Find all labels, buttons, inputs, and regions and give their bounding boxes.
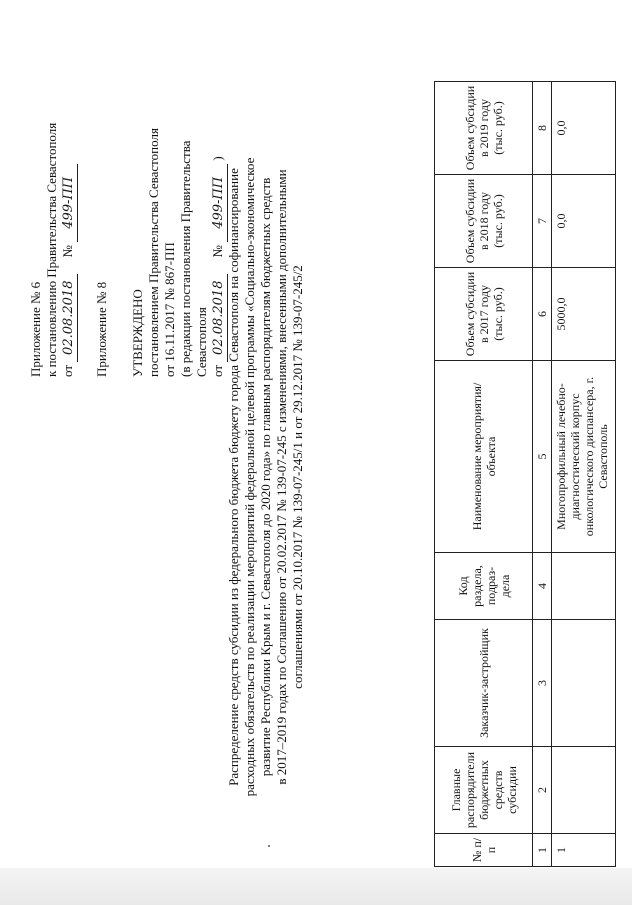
- handwritten-date: 02.08.2018: [211, 274, 228, 362]
- handwritten-date: 02.08.2018: [61, 274, 78, 362]
- title-line: соглашениями от 20.10.2017 № 139-07-245/1 и от 29.12.2017 № 139-07-245/2: [290, 265, 305, 689]
- from-label: от: [60, 364, 75, 377]
- appendix-8-block: [94, 282, 110, 377]
- closing-paren: ): [210, 156, 225, 161]
- column-number: 6: [533, 268, 552, 361]
- subsidy-table: [434, 81, 616, 867]
- title-line: Распределение средств субсидии из федерального бюджета бюджету города Севастополя на софинансирование: [226, 168, 241, 786]
- column-number: 1: [533, 834, 552, 867]
- title-line: расходных обязательств по реализации мероприятий федеральной целевой программы «Социально-экономическое: [242, 157, 257, 797]
- column-number: 8: [533, 82, 552, 175]
- header-cell: № п/п: [435, 834, 533, 867]
- document-title: [226, 117, 306, 837]
- table-cell: 0,0: [552, 82, 616, 175]
- handwritten-number: 499-ПП: [61, 164, 78, 242]
- header-cell: Объем субсидии в 2017 году (тыс. руб.): [435, 268, 533, 361]
- approved-block: [130, 128, 228, 377]
- table-header-row: [435, 82, 533, 867]
- header-cell: Объем субсидии в 2018 году (тыс. руб.): [435, 175, 533, 268]
- handwritten-number: 499-ПП: [211, 164, 228, 242]
- from-label: от: [210, 364, 225, 377]
- column-number: 5: [533, 361, 552, 553]
- title-line: в 2017–2019 годах по Соглашению от 20.02.2017 № 139-07-245 с изменениями, внесенными дополнительными: [274, 169, 289, 785]
- header-cell: Заказчик-застройщик: [435, 620, 533, 747]
- table-cell: [552, 553, 616, 620]
- approved-city: Севастополя: [194, 307, 209, 377]
- appendix-8-heading: Приложение № 8: [94, 281, 109, 377]
- table-cell: 1: [552, 834, 616, 867]
- table-cell: [552, 747, 616, 834]
- table-number-row: [533, 82, 552, 867]
- column-number: 7: [533, 175, 552, 268]
- column-number: 4: [533, 553, 552, 620]
- approved-heading: УТВЕРЖДЕНО: [130, 289, 145, 377]
- header-cell: Код раздела, подраз-дела: [435, 553, 533, 620]
- appendix-6-block: [28, 123, 78, 377]
- approved-by-decree: постановлением Правительства Севастополя: [146, 128, 161, 377]
- table-cell: 0,0: [552, 175, 616, 268]
- column-number: 3: [533, 620, 552, 747]
- table-row: [552, 82, 616, 867]
- header-cell: Главные распорядители бюджетных средств субсидии: [435, 747, 533, 834]
- column-number: 2: [533, 747, 552, 834]
- appendix-6-date-line: [60, 123, 78, 377]
- approved-decree-date: от 16.11.2017 № 867-ПП: [162, 242, 177, 377]
- title-line: развитие Республики Крым и г. Севастополя до 2020 года» по главным распорядителям бюджетных средств: [258, 177, 273, 777]
- scan-speck: [268, 845, 270, 847]
- appendix-6-heading: Приложение № 6: [28, 281, 43, 377]
- scan-edge: [0, 868, 632, 905]
- rotated-document: [16, 27, 616, 877]
- table-cell: Многопрофильный лечебно-диагностический корпус онкологического диспансера, г. Севастополь: [552, 361, 616, 553]
- header-cell: Наименование мероприятия/объекта: [435, 361, 533, 553]
- header-cell: Объем субсидии в 2019 году (тыс. руб.): [435, 82, 533, 175]
- approved-edition-note: (в редакции постановления Правительства: [178, 140, 193, 377]
- table-cell: 5000,0: [552, 268, 616, 361]
- appendix-6-reference: к постановлению Правительства Севастополя: [44, 122, 59, 377]
- table-cell: [552, 620, 616, 747]
- number-label: №: [60, 245, 75, 258]
- number-label: №: [210, 245, 225, 258]
